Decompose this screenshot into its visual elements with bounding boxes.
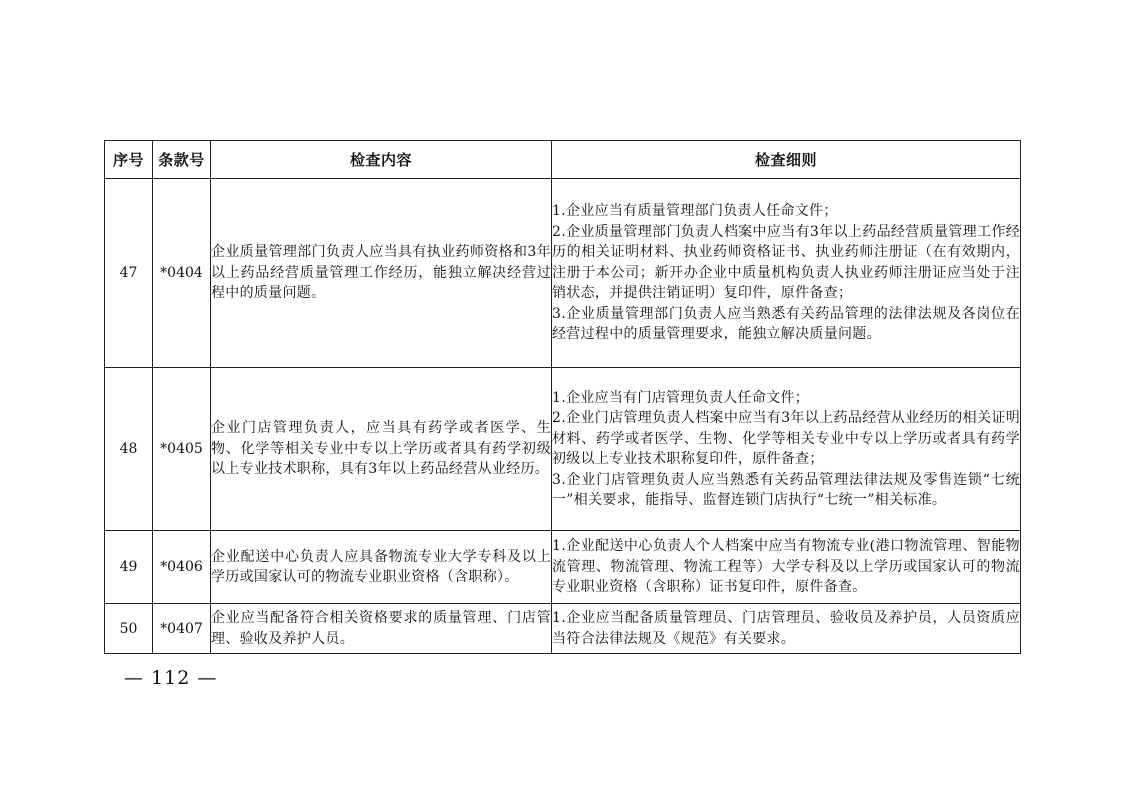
row-content: 企业质量管理部门负责人应当具有执业药师资格和3年以上药品经营质量管理工作经历，能独立解决经营过程中的质量问题。 xyxy=(211,179,552,368)
row-clause: *0405 xyxy=(153,368,211,531)
row-seq: 48 xyxy=(105,368,153,531)
row-clause: *0407 xyxy=(153,604,211,654)
header-seq: 序号 xyxy=(105,141,153,179)
row-seq: 49 xyxy=(105,531,153,604)
table-row xyxy=(105,368,1021,531)
table-header-row xyxy=(105,141,1021,179)
row-detail xyxy=(552,179,1021,368)
detail-item: 1.企业应当有质量管理部门负责人任命文件； xyxy=(552,203,838,220)
row-content: 企业配送中心负责人应具备物流专业大学专科及以上学历或国家认可的物流专业职业资格（含职称）。 xyxy=(211,531,552,604)
row-clause: *0406 xyxy=(153,531,211,604)
row-seq: 47 xyxy=(105,179,153,368)
detail-item: 1.企业应当有门店管理负责人任命文件； xyxy=(552,389,810,406)
row-seq: 50 xyxy=(105,604,153,654)
row-content: 企业应当配备符合相关资格要求的质量管理、门店管理、验收及养护人员。 xyxy=(211,604,552,654)
detail-item: 1.企业配送中心负责人个人档案中应当有物流专业(港口物流管理、智能物流管理、物流管理、物流工程等）大学专科及以上学历或国家认可的物流专业职业资格（含职称）证书复印件，原件备查。 xyxy=(552,538,1020,596)
row-content: 企业门店管理负责人，应当具有药学或者医学、生物、化学等相关专业中专以上学历或者具有药学初级以上专业技术职称，具有3年以上药品经营从业经历。 xyxy=(211,368,552,531)
table-row xyxy=(105,531,1021,604)
page-number: — 112 — xyxy=(124,667,218,689)
detail-item: 3.企业门店管理负责人应当熟悉有关药品管理法律法规及零售连锁“七统一”相关要求，能指导、监督连锁门店执行“七统一”相关标准。 xyxy=(552,471,1020,508)
header-detail: 检查细则 xyxy=(552,141,1021,179)
inspection-table xyxy=(104,140,1021,654)
detail-item: 2.企业质量管理部门负责人档案中应当有3年以上药品经营质量管理工作经历的相关证明材料、执业药师资格证书、执业药师注册证（在有效期内，注册于本公司；新开办企业中质量机构负责人执业药师注册证应当处于注销状态，并提供注销证明）复印件，原件备查； xyxy=(552,223,1020,302)
detail-item: 2.企业门店管理负责人档案中应当有3年以上药品经营从业经历的相关证明材料、药学或者医学、生物、化学等相关专业中专以上学历或者具有药学初级以上专业技术职称复印件，原件备查； xyxy=(552,410,1020,467)
detail-item: 1.企业应当配备质量管理员、门店管理员、验收员及养护员，人员资质应当符合法律法规及《规范》有关要求。 xyxy=(552,610,1020,647)
row-detail xyxy=(552,531,1021,604)
table-row xyxy=(105,179,1021,368)
header-clause: 条款号 xyxy=(153,141,211,179)
row-detail xyxy=(552,368,1021,531)
row-detail xyxy=(552,604,1021,654)
detail-item: 3.企业质量管理部门负责人应当熟悉有关药品管理的法律法规及各岗位在经营过程中的质量管理要求，能独立解决质量问题。 xyxy=(552,305,1020,343)
row-clause: *0404 xyxy=(153,179,211,368)
table-row xyxy=(105,604,1021,654)
header-content: 检查内容 xyxy=(211,141,552,179)
